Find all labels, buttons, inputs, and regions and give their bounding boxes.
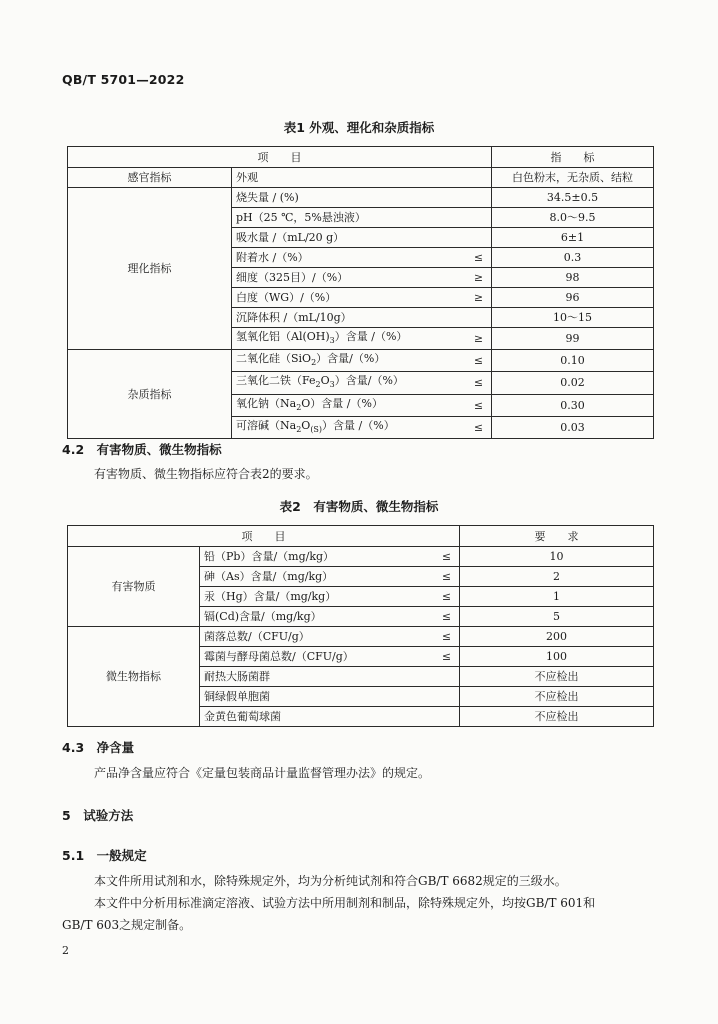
row-value: 2 (460, 567, 654, 587)
table2-header-item: 项 目 (68, 526, 460, 547)
row-symbol: ≤ (458, 416, 492, 438)
row-symbol: ≤ (426, 547, 460, 567)
row-value: 100 (460, 647, 654, 667)
row-item: 细度（325目）/（%） (232, 268, 458, 288)
row-item: 耐热大肠菌群 (200, 667, 426, 687)
row-item: 铅（Pb）含量/（mg/kg） (200, 547, 426, 567)
table-row (68, 168, 654, 188)
row-item: 二氧化硅（SiO$_2$）含量/（%） (232, 350, 458, 372)
row-symbol (458, 188, 492, 208)
row-item: 霉菌与酵母菌总数/（CFU/g） (200, 647, 426, 667)
table-row (68, 627, 654, 647)
row-symbol: ≤ (426, 627, 460, 647)
row-item: 金黄色葡萄球菌 (200, 707, 426, 727)
row-symbol (458, 228, 492, 248)
row-symbol: ≤ (426, 607, 460, 627)
row-item: 白度（WG）/（%） (232, 288, 458, 308)
row-item: 铜绿假单胞菌 (200, 687, 426, 707)
row-symbol: ≤ (426, 587, 460, 607)
row-symbol: ≤ (458, 350, 492, 372)
row-value: 0.03 (492, 416, 654, 438)
row-symbol (458, 308, 492, 328)
table1-header-row (68, 147, 654, 168)
table1-header-value: 指 标 (492, 147, 654, 168)
section-5-heading: 5 试验方法 (62, 808, 134, 823)
row-item: 外观 (232, 168, 492, 188)
row-symbol: ≤ (458, 248, 492, 268)
row-value: 不应检出 (460, 667, 654, 687)
category-impurity: 杂质指标 (68, 350, 232, 439)
row-value: 5 (460, 607, 654, 627)
row-item: 砷（As）含量/（mg/kg） (200, 567, 426, 587)
row-value: 1 (460, 587, 654, 607)
row-value: 6±1 (492, 228, 654, 248)
row-symbol: ≤ (458, 394, 492, 416)
section-4-2-heading: 4.2 有害物质、微生物指标 (62, 442, 222, 457)
row-item: 汞（Hg）含量/（mg/kg） (200, 587, 426, 607)
row-symbol: ≥ (458, 268, 492, 288)
table1-header-item: 项 目 (68, 147, 492, 168)
row-item: 氢氧化铝$(Al(OH)_3)$含量 /（%） (232, 328, 458, 350)
row-item: 沉降体积 /（mL/10g） (232, 308, 458, 328)
category-sensory: 感官指标 (68, 168, 232, 188)
section-5-1-text2-line1: 本文件中分析用标准滴定溶液、试验方法中所用制剂和制品，除特殊规定外，均按GB/T 601和 (94, 896, 596, 910)
table-row (68, 188, 654, 208)
section-4-3-text: 产品净含量应符合《定量包装商品计量监督管理办法》的规定。 (94, 766, 431, 780)
row-item: 可溶碱$(Na_2O_{(S)})$含量 /（%） (232, 416, 458, 438)
table1-caption: 表1 外观、理化和杂质指标 (283, 120, 435, 135)
category-micro: 微生物指标 (68, 627, 200, 727)
row-item: pH（25 ℃，5%悬浊液） (232, 208, 458, 228)
row-value: 0.10 (492, 350, 654, 372)
row-value: 10 (460, 547, 654, 567)
section-4-2-text: 有害物质、微生物指标应符合表2的要求。 (94, 467, 318, 481)
row-value: 96 (492, 288, 654, 308)
row-value: 200 (460, 627, 654, 647)
row-item: 镉(Cd)含量/（mg/kg） (200, 607, 426, 627)
row-symbol: ≥ (458, 288, 492, 308)
row-symbol: ≤ (458, 372, 492, 394)
table2-caption: 表2 有害物质、微生物指标 (279, 499, 439, 514)
table1 (67, 146, 654, 439)
row-value: 0.3 (492, 248, 654, 268)
row-value: 白色粉末，无杂质、结粒 (492, 168, 654, 188)
row-symbol: ≥ (458, 328, 492, 350)
row-symbol (426, 707, 460, 727)
category-physchem: 理化指标 (68, 188, 232, 350)
row-value: 34.5±0.5 (492, 188, 654, 208)
table-row (68, 547, 654, 567)
section-4-3-heading: 4.3 净含量 (62, 740, 135, 755)
row-item: 三氧化二铁$(Fe_2O_3)$含量/（%） (232, 372, 458, 394)
section-5-1-text1: 本文件所用试剂和水，除特殊规定外，均为分析纯试剂和符合GB/T 6682规定的三级水。 (94, 874, 567, 888)
row-symbol (426, 667, 460, 687)
row-value: 不应检出 (460, 687, 654, 707)
standard-code: QB/T 5701—2022 (62, 72, 185, 87)
table2-header-value: 要 求 (460, 526, 654, 547)
table2 (67, 525, 654, 727)
section-5-1-heading: 5.1 一般规定 (62, 848, 147, 863)
row-symbol (426, 687, 460, 707)
section-5-1-text2-line2: GB/T 603之规定制备。 (62, 918, 192, 932)
row-symbol: ≤ (426, 647, 460, 667)
row-symbol: ≤ (426, 567, 460, 587)
row-value: 0.02 (492, 372, 654, 394)
row-item: 烧失量 / (%) (232, 188, 458, 208)
row-value: 99 (492, 328, 654, 350)
table-row (68, 350, 654, 372)
category-harmful: 有害物质 (68, 547, 200, 627)
row-value: 8.0～9.5 (492, 208, 654, 228)
row-item: 氧化钠$(Na_2O)$含量 /（%） (232, 394, 458, 416)
row-item: 菌落总数/（CFU/g） (200, 627, 426, 647)
row-item: 附着水 /（%） (232, 248, 458, 268)
row-item: 吸水量 /（mL/20 g） (232, 228, 458, 248)
page-number: 2 (62, 944, 69, 957)
row-symbol (458, 208, 492, 228)
row-value: 10～15 (492, 308, 654, 328)
table2-header-row (68, 526, 654, 547)
row-value: 0.30 (492, 394, 654, 416)
row-value: 不应检出 (460, 707, 654, 727)
row-value: 98 (492, 268, 654, 288)
